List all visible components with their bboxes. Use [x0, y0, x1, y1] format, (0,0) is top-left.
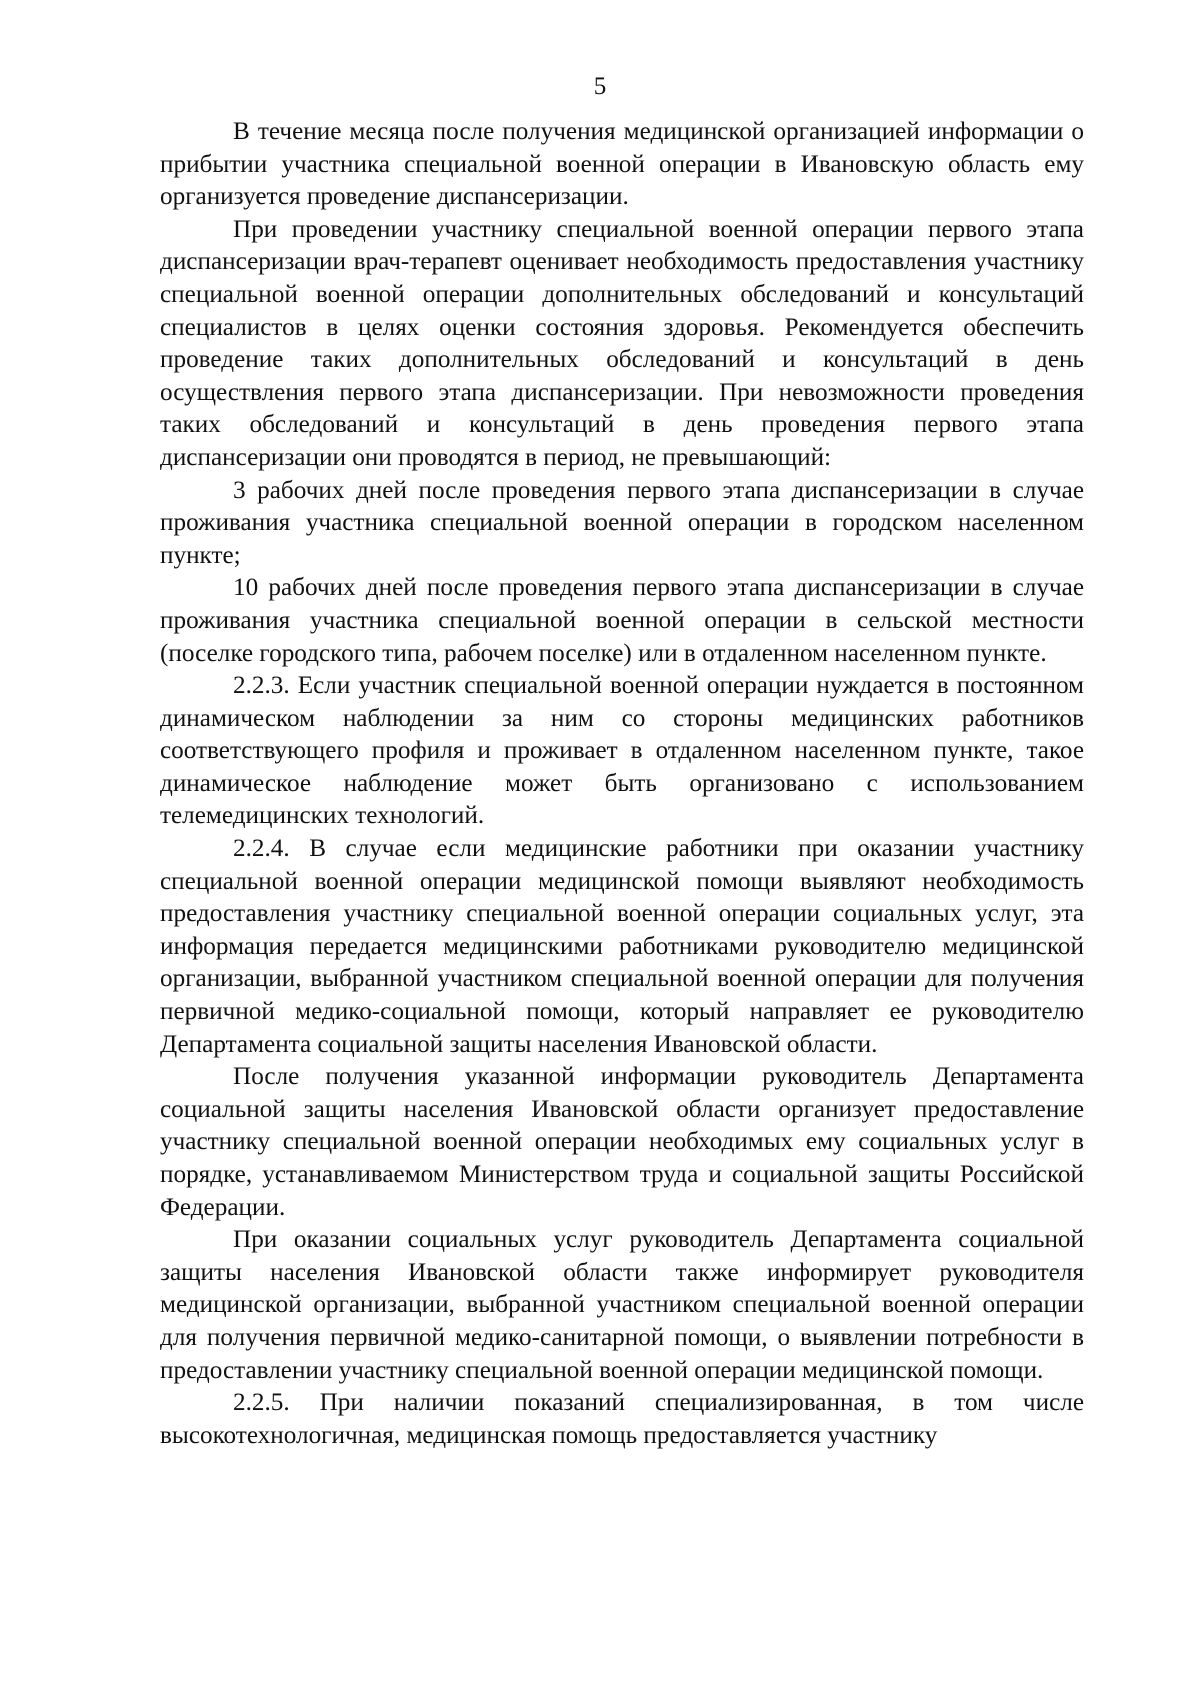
paragraph: При проведении участнику специальной военной операции первого этапа диспансеризации врач-терапевт оценивает необходимость предоставления участнику специальной военной операции дополнительных обследований и консультаций специалистов в целях оценки состояния здоровья. Рекомендуется обеспечить проведение таких дополнительных обследований и консультаций в день осуществления первого этапа диспансеризации. При невозможности проведения таких обследований и консультаций в день проведения первого этапа диспансеризации они проводятся в период, не превышающий:	[160, 215, 1084, 471]
page-number: 5	[593, 73, 607, 100]
paragraph: 10 рабочих дней после проведения первого этапа диспансеризации в случае проживания участника специальной военной операции в сельской местности (поселке городского типа, рабочем поселке) или в отдаленном населенном пункте.	[160, 574, 1084, 667]
paragraph: 2.2.4. В случае если медицинские работники при оказании участнику специальной военной операции медицинской помощи выявляют необходимость предоставления участнику специальной военной операции социальных услуг, эта информация передается медицинскими работниками руководителю медицинской организации, выбранной участником специальной военной операции для получения первичной медико-социальной помощи, который направляет ее руководителю Департамента социальной защиты населения Ивановской области.	[160, 835, 1084, 1058]
paragraph: 3 рабочих дней после проведения первого этапа диспансеризации в случае проживания участника специальной военной операции в городском населенном пункте;	[160, 476, 1084, 569]
paragraph: В течение месяца после получения медицинской организацией информации о прибытии участника специальной военной операции в Ивановскую область ему организуется проведение диспансеризации.	[160, 118, 1084, 211]
paragraph: После получения указанной информации руководитель Департамента социальной защиты населения Ивановской области организует предоставление участнику специальной военной операции необходимых ему социальных услуг в порядке, устанавливаемом Министерством труда и социальной защиты Российской Федерации.	[160, 1063, 1084, 1221]
document-body	[160, 116, 1084, 1452]
paragraph: При оказании социальных услуг руководитель Департамента социальной защиты населения Ивановской области также информирует руководителя медицинской организации, выбранной участником специальной военной операции для получения первичной медико-санитарной помощи, о выявлении потребности в предоставлении участнику специальной военной операции медицинской помощи.	[160, 1226, 1084, 1384]
paragraph: 2.2.3. Если участник специальной военной операции нуждается в постоянном динамическом наблюдении за ним со стороны медицинских работников соответствующего профиля и проживает в отдаленном населенном пункте, такое динамическое наблюдение может быть организовано с использованием телемедицинских технологий.	[160, 672, 1084, 830]
paragraph: 2.2.5. При наличии показаний специализированная, в том числе высокотехнологичная, медицинская помощь предоставляется участнику	[160, 1389, 1084, 1449]
